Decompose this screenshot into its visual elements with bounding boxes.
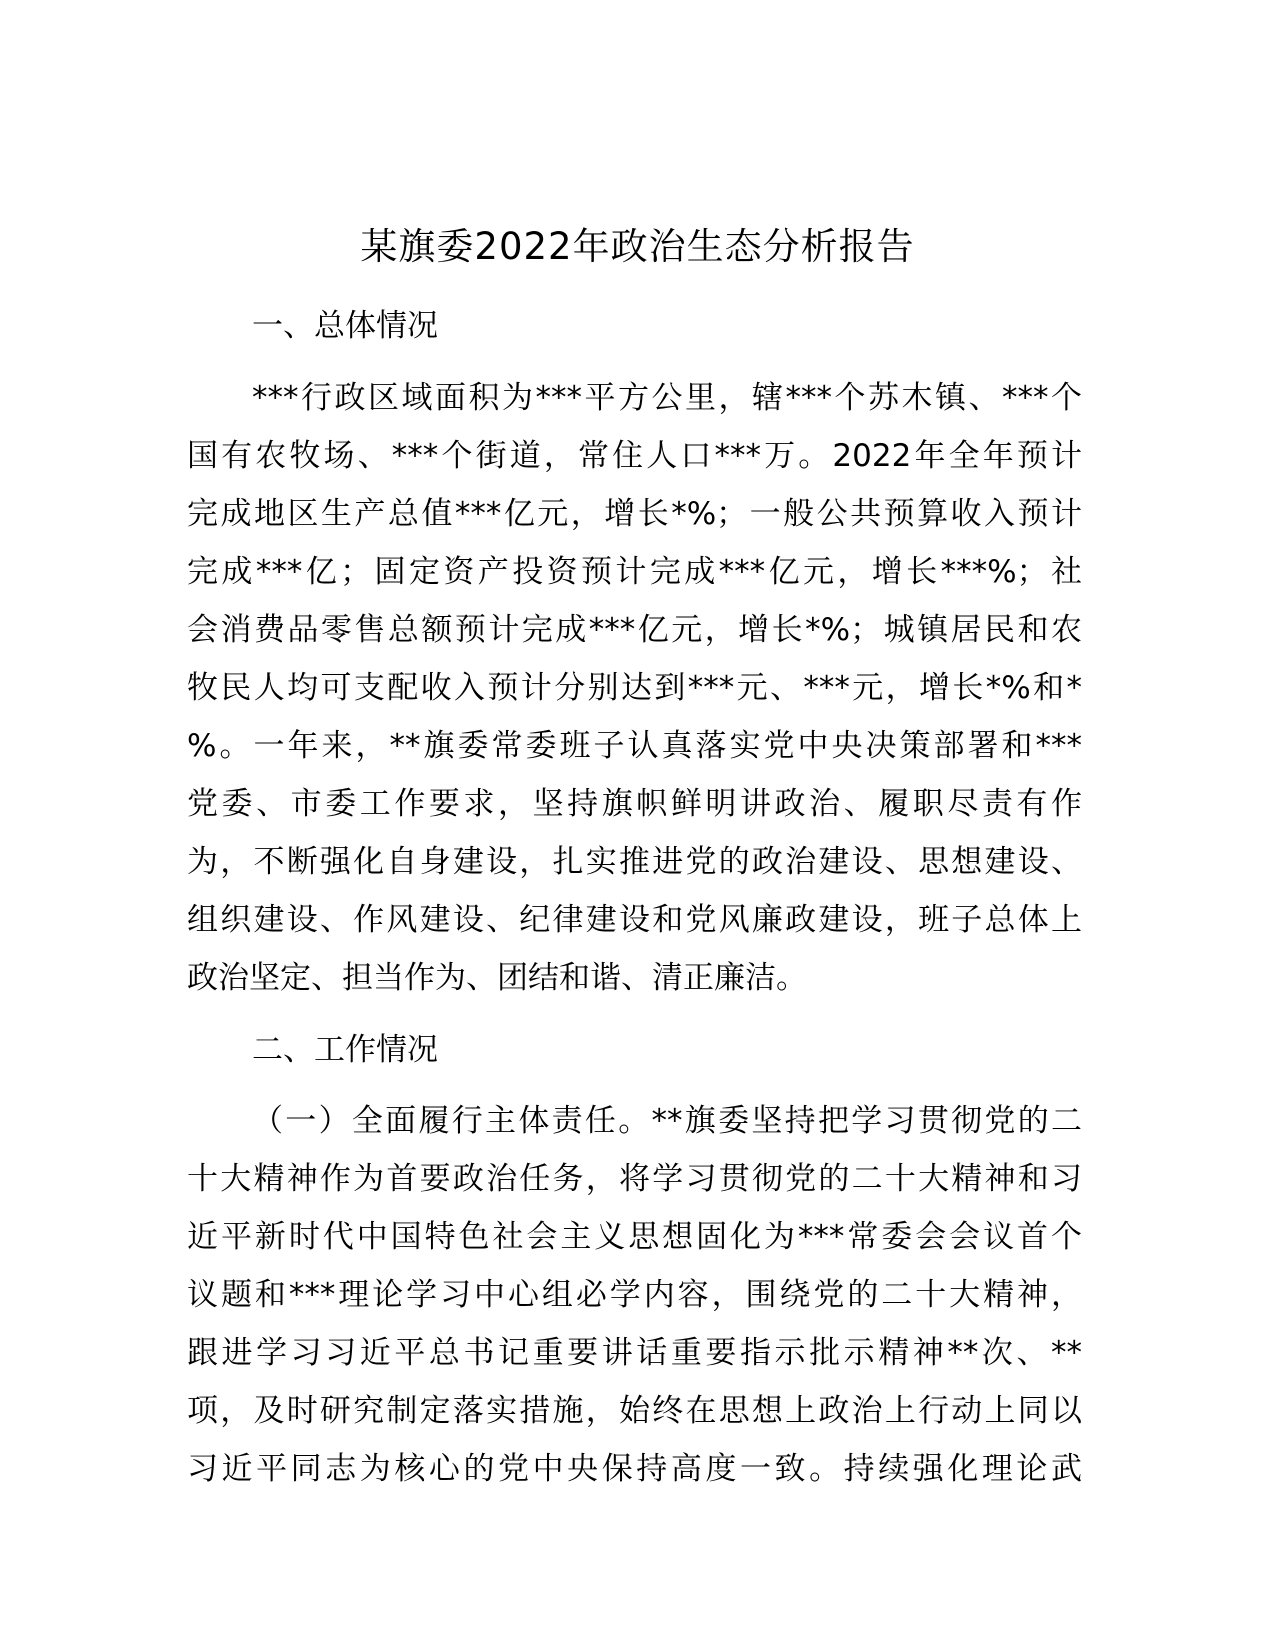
paragraph-line: 为，不断强化自身建设，扎实推进党的政治建设、思想建设、 <box>187 844 1082 880</box>
paragraph-line: 会消费品零售总额预计完成***亿元，增长*%；城镇居民和农 <box>187 612 1082 648</box>
paragraph-line: 完成地区生产总值***亿元，增长*%；一般公共预算收入预计 <box>187 496 1082 532</box>
paragraph-line: 国有农牧场、***个街道，常住人口***万。2022年全年预计 <box>187 438 1082 474</box>
paragraph-line: 十大精神作为首要政治任务，将学习贯彻党的二十大精神和习 <box>187 1161 1082 1197</box>
paragraph-line: ***行政区域面积为***平方公里，辖***个苏木镇、***个 <box>252 380 1082 416</box>
paragraph-line: 政治坚定、担当作为、团结和谐、清正廉洁。 <box>187 960 807 996</box>
paragraph-line: 习近平同志为核心的党中央保持高度一致。持续强化理论武 <box>187 1451 1082 1487</box>
paragraph-line: 完成***亿；固定资产投资预计完成***亿元，增长***%；社 <box>187 554 1082 590</box>
paragraph-line: %。一年来，**旗委常委班子认真落实党中央决策部署和*** <box>187 728 1082 764</box>
paragraph-line: 组织建设、作风建设、纪律建设和党风廉政建设，班子总体上 <box>187 902 1082 938</box>
paragraph-overview <box>187 369 1082 1007</box>
section-heading-work: 二、工作情况 <box>252 1032 438 1068</box>
paragraph-line: 项，及时研究制定落实措施，始终在思想上政治上行动上同以 <box>187 1393 1082 1429</box>
document-title: 某旗委2022年政治生态分析报告 <box>360 225 915 268</box>
paragraph-line: 跟进学习习近平总书记重要讲话重要指示批示精神**次、** <box>187 1335 1082 1371</box>
paragraph-work <box>187 1092 1082 1498</box>
paragraph-line: 议题和***理论学习中心组必学内容，围绕党的二十大精神， <box>187 1277 1082 1313</box>
paragraph-line: 牧民人均可支配收入预计分别达到***元、***元，增长*%和* <box>187 670 1082 706</box>
paragraph-line: 近平新时代中国特色社会主义思想固化为***常委会会议首个 <box>187 1219 1082 1255</box>
section-heading-overview: 一、总体情况 <box>252 308 438 344</box>
paragraph-line: （一）全面履行主体责任。**旗委坚持把学习贯彻党的二 <box>252 1103 1082 1139</box>
paragraph-line: 党委、市委工作要求，坚持旗帜鲜明讲政治、履职尽责有作 <box>187 786 1082 822</box>
